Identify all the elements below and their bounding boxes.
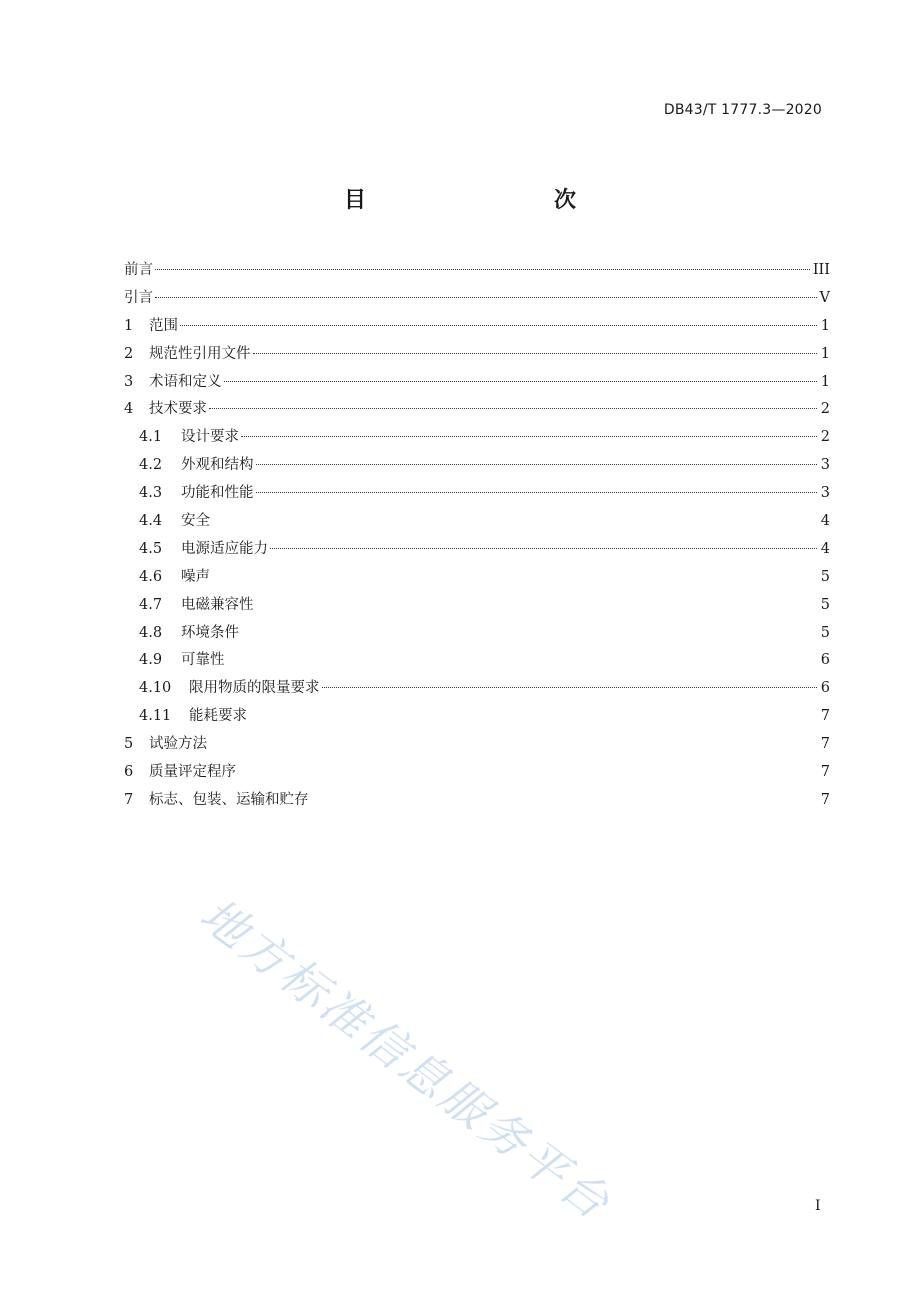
toc-entry-label: 引言	[124, 289, 153, 306]
toc-entry-number: 3	[124, 373, 134, 390]
toc-entry[interactable]	[124, 537, 830, 565]
toc-entry[interactable]	[124, 676, 830, 704]
toc-dot-leader	[227, 659, 818, 660]
toc-entry-number: 4.9	[139, 652, 163, 669]
toc-entry-page: 7	[820, 764, 830, 781]
toc-entry-label: 技术要求	[149, 401, 207, 418]
toc-entry-number: 6	[124, 764, 134, 781]
toc-dot-leader	[256, 492, 818, 493]
toc-entry-number: 4.8	[139, 624, 163, 641]
toc-dot-leader	[241, 436, 817, 437]
toc-entry-label: 限用物质的限量要求	[189, 680, 320, 697]
page-title: 目 次	[343, 188, 624, 213]
toc-dot-leader	[155, 269, 810, 270]
toc-entry-label: 噪声	[181, 568, 210, 585]
toc-entry-number: 4.2	[139, 457, 163, 474]
toc-dot-leader	[249, 715, 817, 716]
toc-dot-leader	[256, 464, 818, 465]
toc-entry[interactable]	[124, 314, 830, 342]
toc-entry[interactable]	[124, 425, 830, 453]
toc-entry-page: 4	[820, 540, 830, 557]
standard-code: DB43/T 1777.3—2020	[663, 102, 822, 118]
toc-entry-page: 1	[820, 317, 830, 334]
toc-entry-page: 3	[820, 457, 830, 474]
toc-entry[interactable]	[124, 648, 830, 676]
toc-entry-page: 6	[820, 680, 830, 697]
toc-entry-number: 4.6	[139, 568, 163, 585]
toc-entry[interactable]	[124, 370, 830, 398]
toc-entry-page: III	[812, 262, 830, 278]
toc-entry-page: 5	[820, 568, 830, 585]
table-of-contents	[124, 258, 830, 816]
toc-entry-label: 外观和结构	[181, 457, 254, 474]
toc-dot-leader	[241, 632, 817, 633]
toc-dot-leader	[180, 325, 817, 326]
toc-entry-label: 试验方法	[149, 736, 207, 753]
toc-entry[interactable]	[124, 593, 830, 621]
toc-entry-label: 环境条件	[181, 624, 239, 641]
toc-entry[interactable]	[124, 509, 830, 537]
toc-entry-number: 4.5	[139, 540, 163, 557]
watermark: 地方标准信息服务平台	[190, 887, 622, 1232]
toc-entry-page: 7	[820, 791, 830, 808]
toc-dot-leader	[238, 771, 817, 772]
toc-dot-leader	[322, 687, 818, 688]
toc-entry-page: 6	[820, 652, 830, 669]
toc-entry-number: 1	[124, 317, 134, 334]
toc-entry-page: 1	[820, 373, 830, 390]
toc-entry-page: 5	[820, 596, 830, 613]
toc-entry[interactable]	[124, 760, 830, 788]
toc-entry-label: 功能和性能	[181, 485, 254, 502]
toc-dot-leader	[212, 520, 817, 521]
toc-entry-label: 电磁兼容性	[181, 596, 254, 613]
toc-entry[interactable]	[124, 621, 830, 649]
toc-entry-number: 4.3	[139, 485, 163, 502]
toc-entry-label: 设计要求	[181, 429, 239, 446]
toc-entry[interactable]	[124, 286, 830, 314]
toc-entry-label: 标志、包装、运输和贮存	[149, 791, 309, 808]
toc-entry-number: 4.7	[139, 596, 163, 613]
toc-dot-leader	[311, 799, 818, 800]
toc-dot-leader	[256, 604, 818, 605]
toc-dot-leader	[155, 297, 817, 298]
toc-entry-number: 2	[124, 345, 134, 362]
toc-entry-page: 3	[820, 485, 830, 502]
toc-entry[interactable]	[124, 258, 830, 286]
toc-entry-label: 能耗要求	[189, 708, 247, 725]
toc-entry-label: 术语和定义	[149, 373, 222, 390]
toc-dot-leader	[224, 381, 818, 382]
toc-dot-leader	[209, 408, 817, 409]
toc-entry-number: 4	[124, 401, 134, 418]
toc-entry-label: 范围	[149, 317, 178, 334]
toc-entry[interactable]	[124, 342, 830, 370]
toc-entry-page: 7	[820, 736, 830, 753]
toc-entry[interactable]	[124, 788, 830, 816]
toc-entry[interactable]	[124, 481, 830, 509]
toc-entry-label: 安全	[181, 513, 210, 530]
toc-entry-number: 4.4	[139, 513, 163, 530]
toc-entry-label: 质量评定程序	[149, 764, 236, 781]
toc-entry-page: V	[819, 289, 830, 306]
toc-entry-page: 4	[820, 513, 830, 530]
toc-dot-leader	[209, 743, 817, 744]
toc-entry-page: 2	[820, 401, 830, 418]
page-number: I	[815, 1198, 821, 1214]
toc-entry-page: 1	[820, 345, 830, 362]
toc-entry-number: 7	[124, 791, 134, 808]
toc-entry-number: 4.10	[139, 680, 172, 697]
toc-entry[interactable]	[124, 732, 830, 760]
toc-entry[interactable]	[124, 565, 830, 593]
toc-dot-leader	[212, 576, 817, 577]
toc-entry-page: 7	[820, 708, 830, 725]
toc-entry[interactable]	[124, 704, 830, 732]
toc-entry-label: 可靠性	[181, 652, 225, 669]
toc-entry-page: 2	[820, 429, 830, 446]
toc-entry[interactable]	[124, 453, 830, 481]
toc-entry-label: 前言	[124, 262, 153, 278]
toc-dot-leader	[253, 353, 818, 354]
toc-entry-page: 5	[820, 624, 830, 641]
toc-entry[interactable]	[124, 397, 830, 425]
toc-dot-leader	[270, 548, 817, 549]
toc-entry-label: 规范性引用文件	[149, 345, 251, 362]
toc-entry-number: 4.11	[139, 708, 172, 725]
toc-entry-number: 4.1	[139, 429, 163, 446]
toc-entry-label: 电源适应能力	[181, 540, 268, 557]
toc-entry-number: 5	[124, 736, 134, 753]
